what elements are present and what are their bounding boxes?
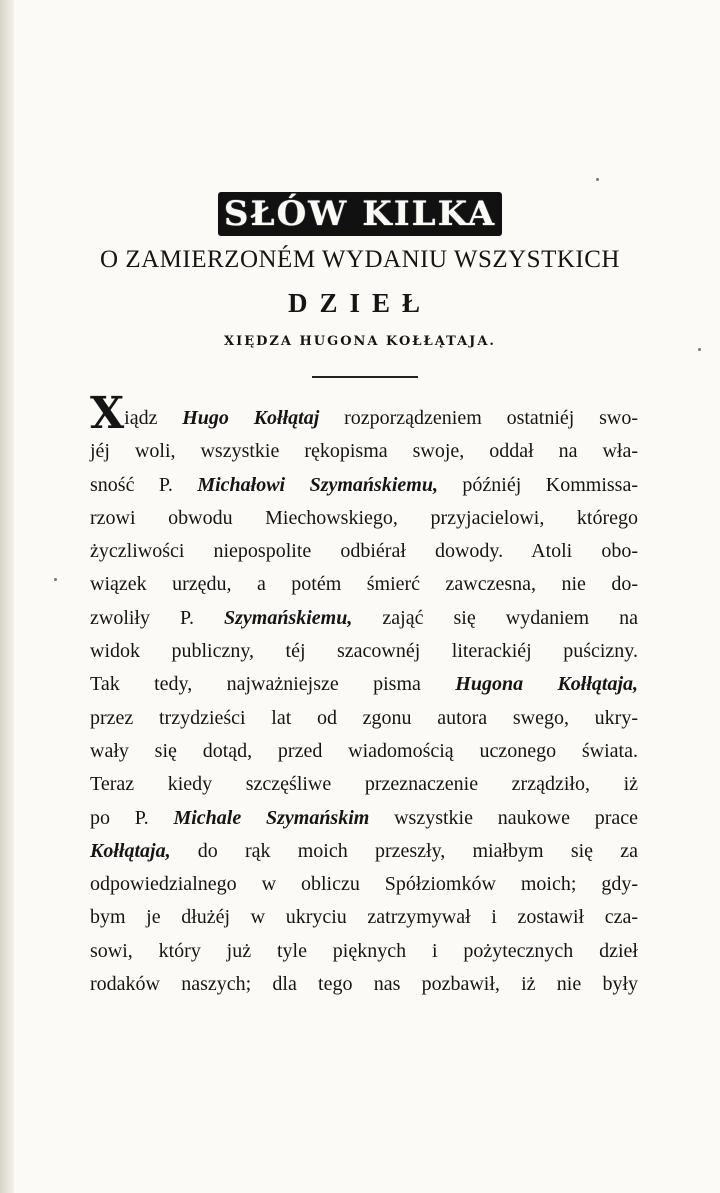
text-segment: po P. <box>90 806 174 829</box>
text-line <box>90 768 638 801</box>
text-line <box>90 901 638 934</box>
text-line <box>90 835 638 868</box>
text-line <box>90 935 638 968</box>
text-line <box>90 435 638 468</box>
dziel-heading: DZIEŁ <box>287 288 433 318</box>
text-line <box>90 668 638 701</box>
drop-cap: X <box>90 388 125 439</box>
page-edge <box>0 0 14 1193</box>
text-line <box>90 388 639 439</box>
italic-name: Hugo Kołłątaj <box>182 407 320 429</box>
text-line <box>90 702 638 735</box>
text-line <box>90 735 638 768</box>
text-line <box>90 535 638 568</box>
italic-name: Hugona Kołłątaja, <box>455 673 639 696</box>
text-segment: sność P. <box>90 473 198 496</box>
text-segment: zająć się wydaniem na <box>352 606 639 629</box>
text-segment: wszystkie naukowe prace <box>369 806 638 829</box>
text-segment: jéj woli, wszystkie rękopisma swoje, oddał na wła- <box>90 440 638 463</box>
text-segment: Tak tedy, najważniejsze pisma <box>90 673 456 696</box>
text-line <box>90 568 638 601</box>
text-segment: do rąk moich przeszły, miałbym się za <box>170 839 638 862</box>
italic-name: Michałowi Szymańskiemu, <box>197 473 438 496</box>
text-line <box>90 968 638 1001</box>
text-segment: przez trzydzieści lat od zgonu autora swego, ukry- <box>90 706 638 729</box>
text-segment: rzowi obwodu Miechowskiego, przyjacielowi, którego <box>90 506 638 529</box>
text-segment: Teraz kiedy szczęśliwe przeznaczenie zrządziło, iż <box>90 773 638 796</box>
text-line <box>90 868 638 901</box>
text-segment: bym je dłużéj w ukryciu zatrzymywał i zostawił cza- <box>90 906 638 929</box>
body-text <box>90 388 639 1001</box>
text-line <box>90 469 638 502</box>
text-line <box>90 802 638 835</box>
author-heading: XIĘDZA HUGONA KOŁŁĄTAJA. <box>224 334 496 349</box>
text-line <box>90 502 638 535</box>
page-title <box>0 192 720 236</box>
text-segment: widok publiczny, téj szacownéj literackiéj puścizny. <box>90 640 638 663</box>
print-speck <box>596 178 599 181</box>
text-segment: rodaków naszych; dla tego nas pozbawił, iż nie były <box>90 973 638 996</box>
italic-name: Szymańskiemu, <box>224 606 353 629</box>
print-speck <box>54 578 57 581</box>
text-segment: odpowiedzialnego w obliczu Spółziomków moich; gdy- <box>90 873 638 896</box>
text-segment: sowi, który już tyle pięknych i pożytecznych dzieł <box>90 939 638 962</box>
text-line <box>90 635 638 668</box>
italic-name: Michale Szymańskim <box>173 806 370 829</box>
italic-name: Kołłątaja, <box>90 839 171 862</box>
text-segment: iądz <box>124 407 183 429</box>
title-text: SŁÓW KILKA <box>218 192 502 236</box>
subtitle: O ZAMIERZONÉM WYDANIU WSZYSTKICH <box>100 246 620 273</box>
text-segment: życzliwości niepospolite odbiérał dowody. Atoli obo- <box>90 540 638 563</box>
text-segment: wały się dotąd, przed wiadomością uczonego świata. <box>90 739 638 762</box>
text-segment: późniéj Kommissa- <box>437 473 638 496</box>
divider-rule <box>312 376 418 378</box>
text-segment: zwoliły P. <box>90 606 224 629</box>
text-segment: wiązek urzędu, a potém śmierć zawczesna, nie do- <box>90 573 638 596</box>
text-segment: rozporządzeniem ostatniéj swo- <box>319 407 639 429</box>
text-line <box>90 602 638 635</box>
